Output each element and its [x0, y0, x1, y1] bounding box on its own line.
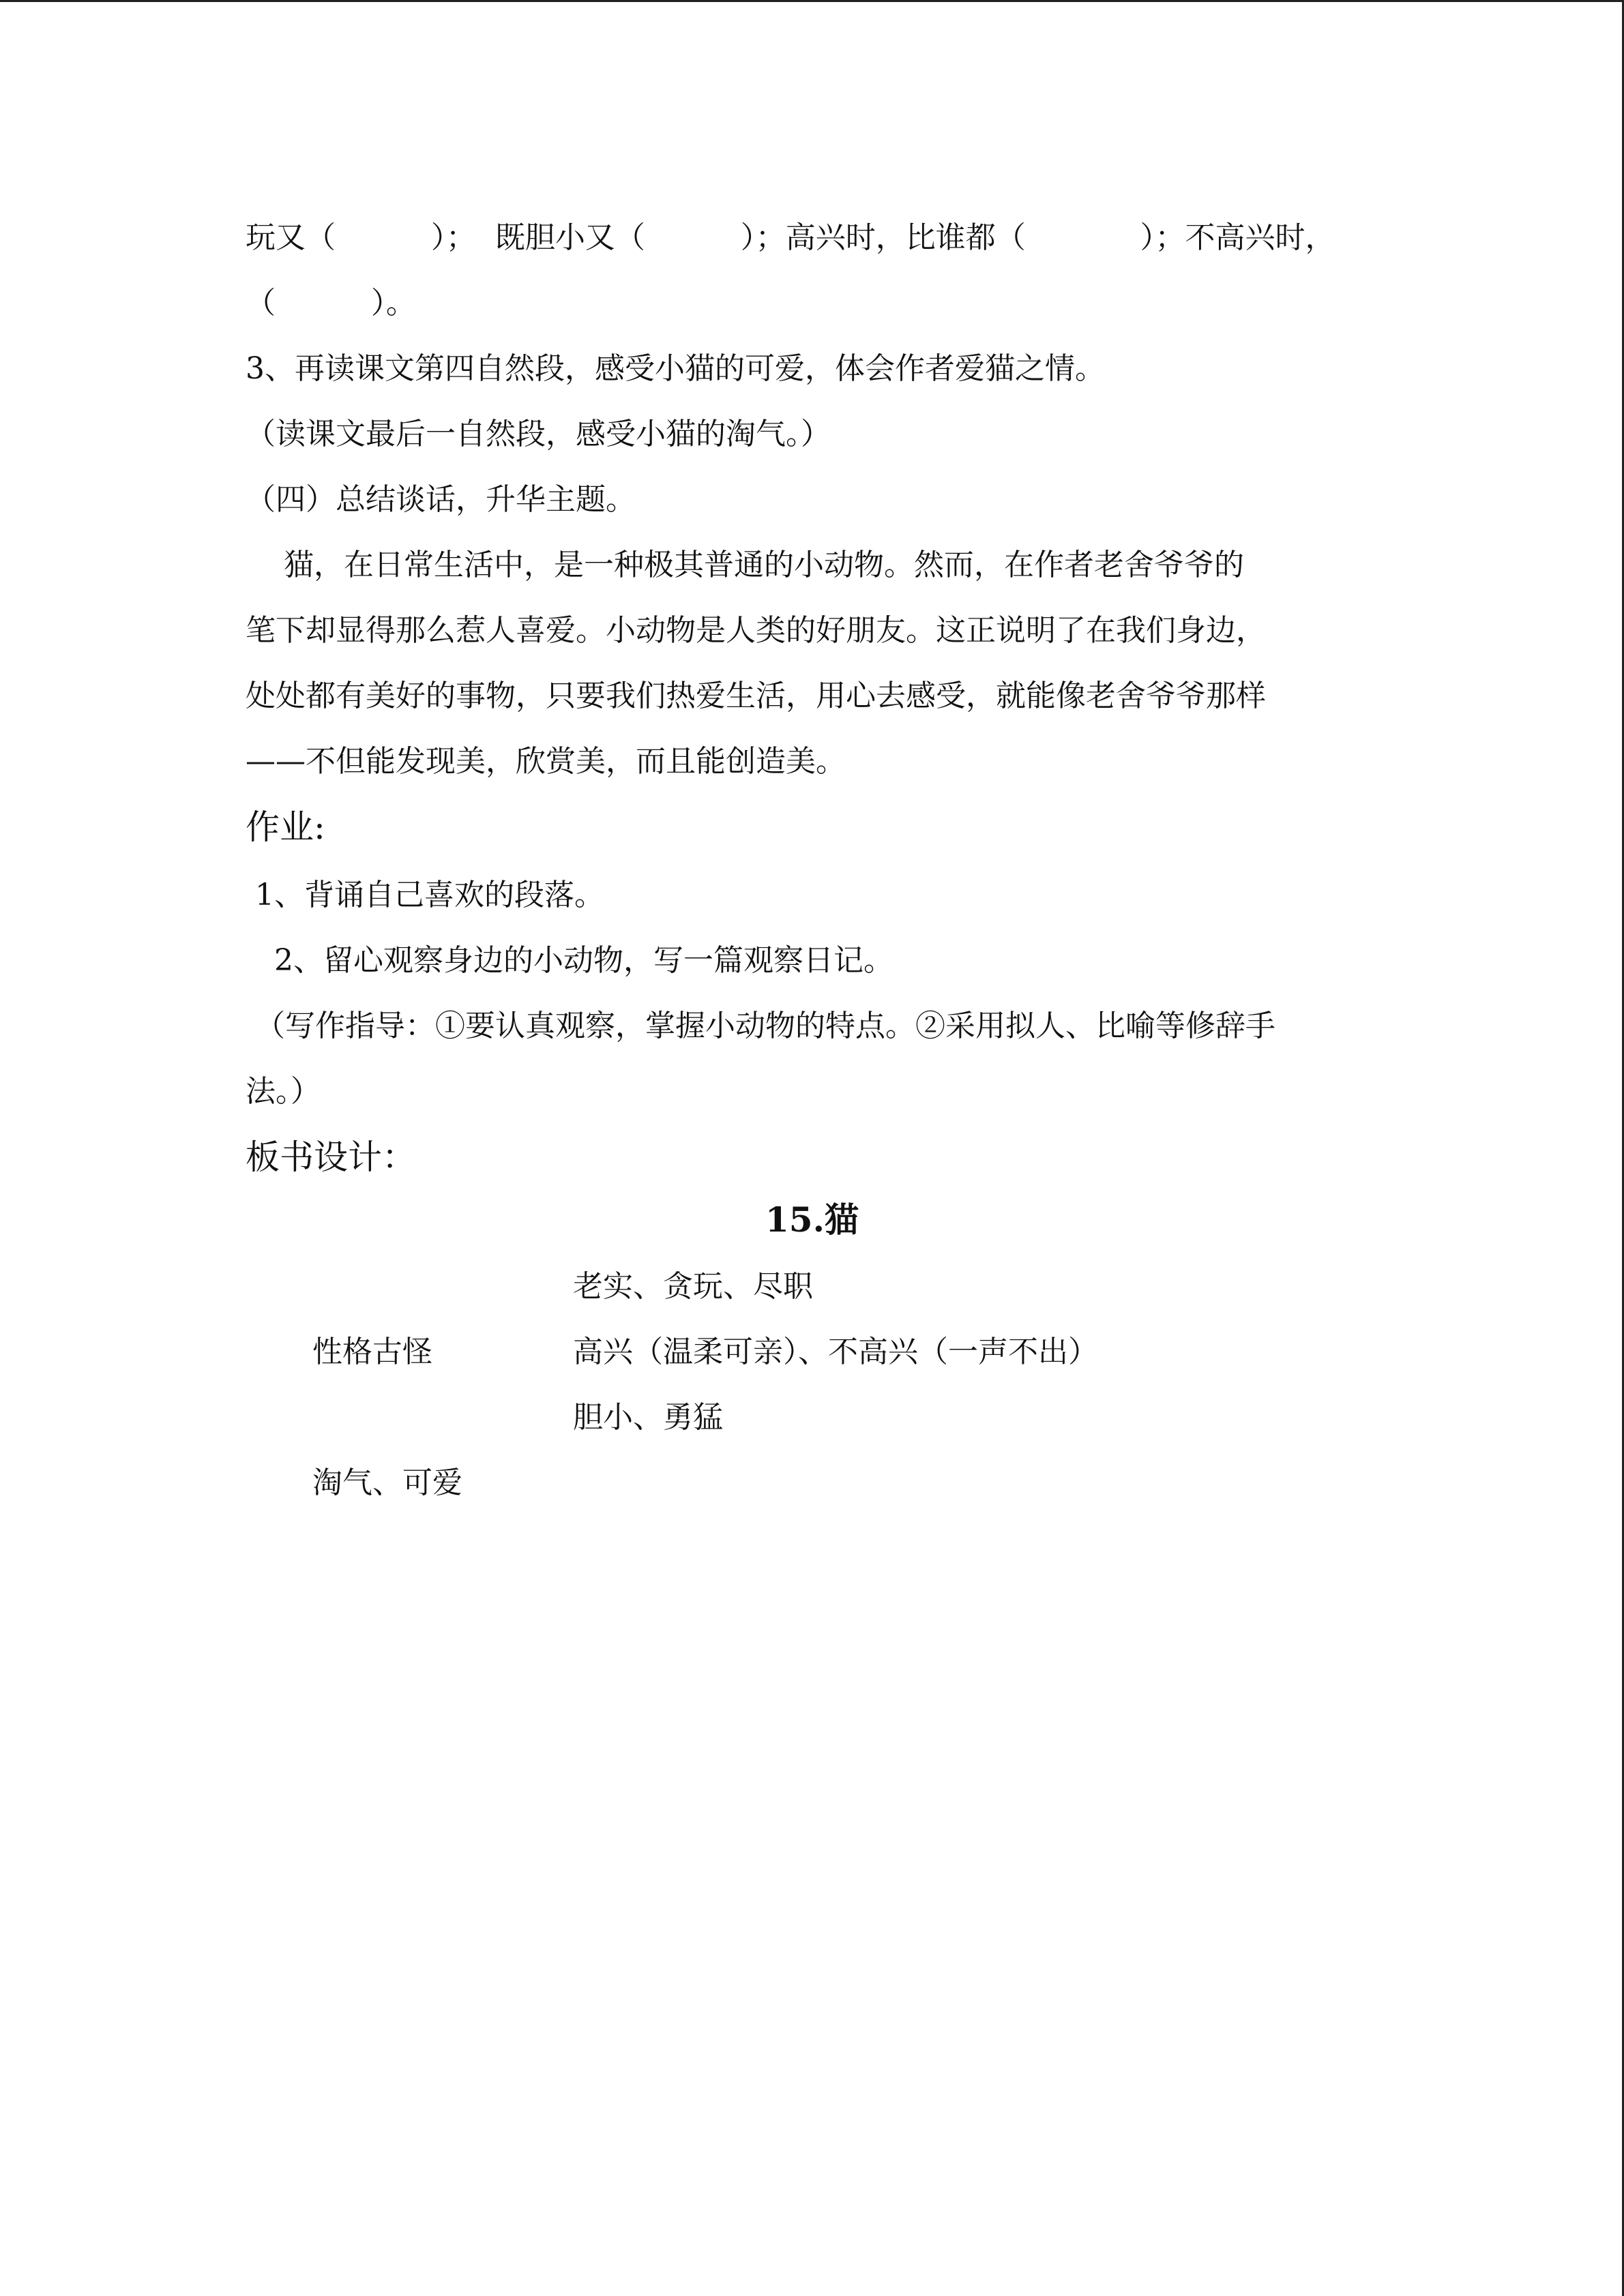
homework-item: （写作指导：①要认真观察，掌握小动物的特点。②采用拟人、比喻等修辞手	[246, 1009, 1275, 1043]
homework-item: 法。）	[246, 1074, 321, 1109]
paragraph-line: ——不但能发现美，欣赏美，而且能创造美。	[246, 744, 846, 779]
homework-heading: 作业:	[246, 807, 325, 847]
board-left-label: 淘气、可爱	[312, 1465, 462, 1500]
board-design-heading: 板书设计：	[246, 1137, 416, 1177]
board-right-line: 老实、贪玩、尽职	[573, 1269, 813, 1304]
paragraph-line: 猫，在日常生活中，是一种极其普通的小动物。然而，在作者老舍爷爷的	[246, 548, 1244, 582]
board-right-line: 胆小、勇猛	[573, 1400, 723, 1435]
text-line: （ ）。	[246, 286, 416, 320]
homework-item: 1、背诵自己喜欢的段落。	[246, 878, 604, 912]
paragraph-line: 笔下却显得那么惹人喜爱。小动物是人类的好朋友。这正说明了在我们身边，	[246, 613, 1266, 648]
board-left-label: 性格古怪	[312, 1335, 432, 1369]
homework-item: 2、留心观察身边的小动物，写一篇观察日记。	[246, 943, 894, 978]
paragraph-line: 处处都有美好的事物，只要我们热爱生活，用心去感受，就能像老舍爷爷那样	[246, 679, 1266, 713]
text-line: 3、再读课文第四自然段，感受小猫的可爱，体会作者爱猫之情。	[246, 351, 1105, 386]
section-heading: （四）总结谈话，升华主题。	[246, 482, 636, 517]
text-line: （读课文最后一自然段，感受小猫的淘气。）	[246, 417, 831, 451]
text-line: 玩又（ ）； 既胆小又（ ）；高兴时，比谁都（ ）；不高兴时，	[246, 220, 1335, 255]
board-title: 15.猫	[765, 1199, 859, 1240]
board-right-line: 高兴（温柔可亲）、不高兴（一声不出）	[573, 1335, 1098, 1369]
